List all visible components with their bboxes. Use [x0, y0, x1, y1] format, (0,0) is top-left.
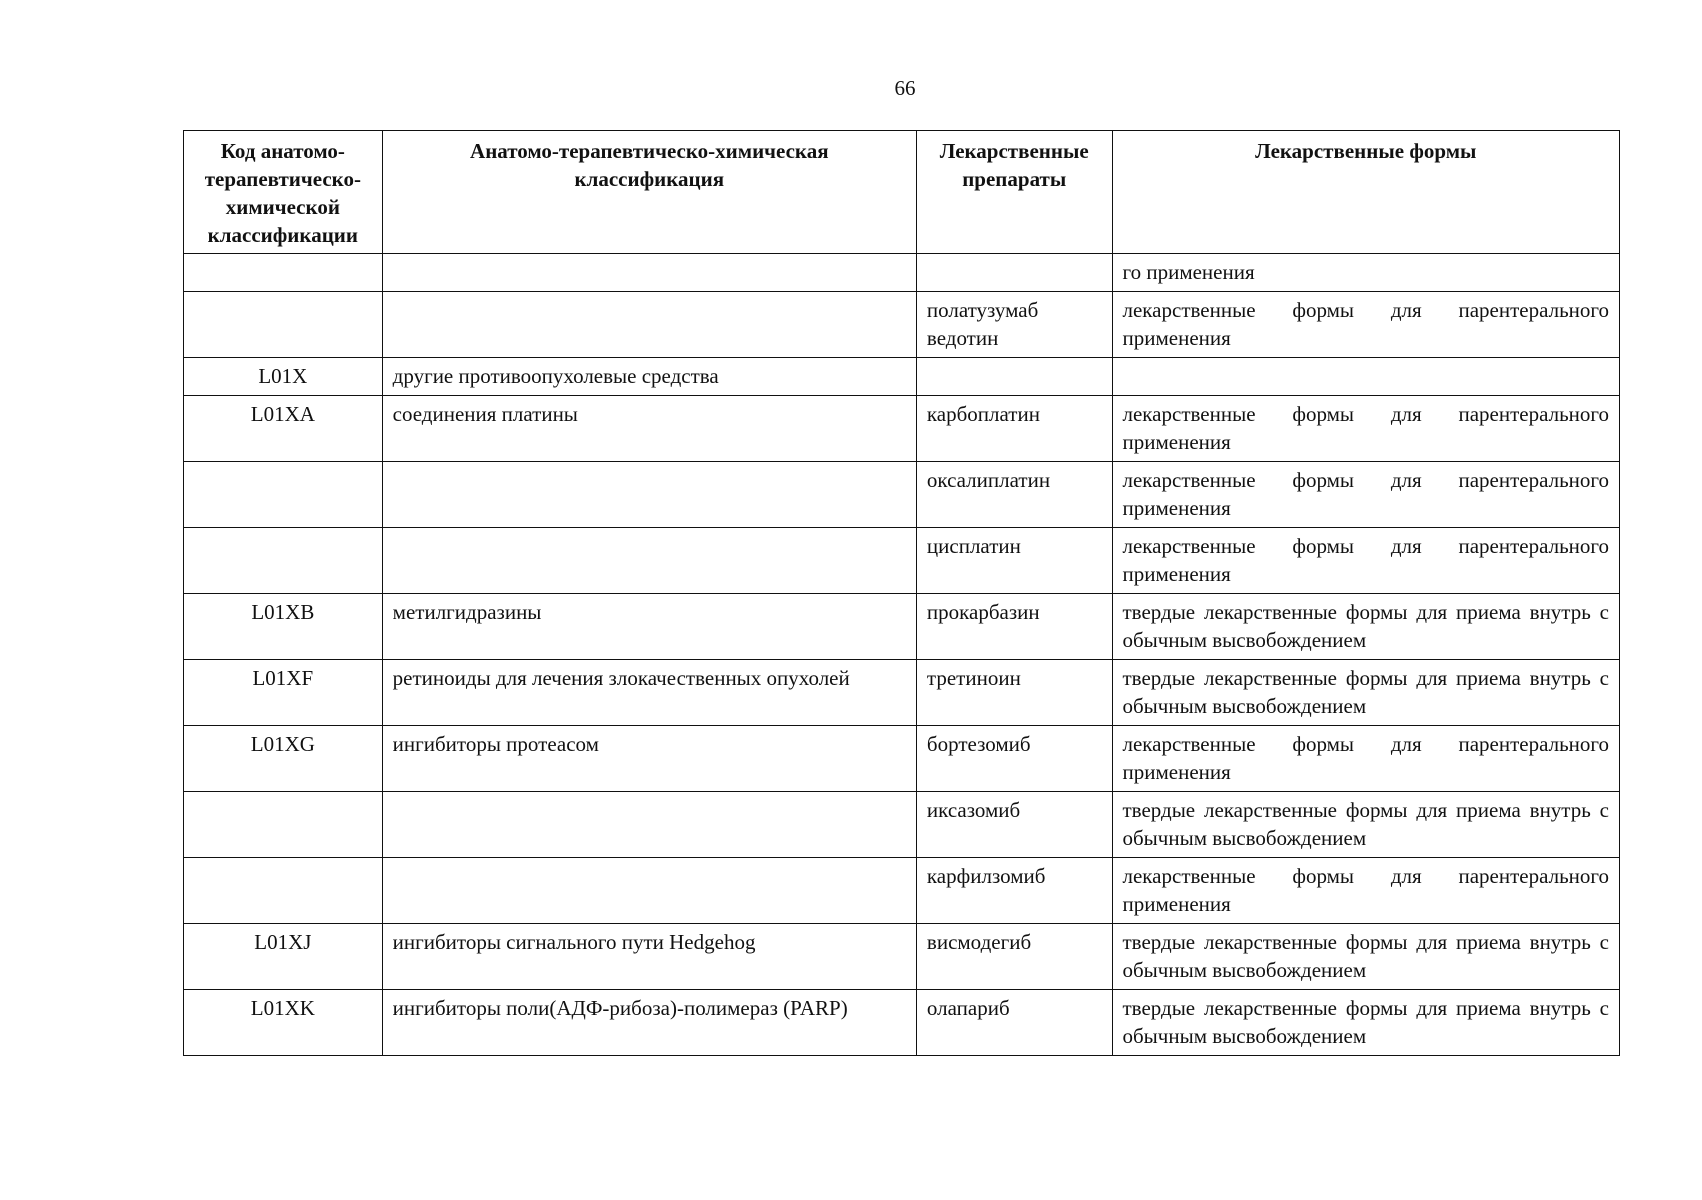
- cell-classification: ингибиторы протеасом: [382, 726, 916, 792]
- page-number: 66: [894, 76, 916, 100]
- cell-classification: [382, 254, 916, 292]
- cell-classification: метилгидразины: [382, 594, 916, 660]
- cell-code: L01XF: [184, 660, 383, 726]
- cell-code: L01XK: [184, 990, 383, 1056]
- header-form: Лекарственные формы: [1112, 131, 1620, 254]
- table-row: [184, 594, 1620, 660]
- table-row: [184, 726, 1620, 792]
- cell-drug: карфилзомиб: [916, 858, 1112, 924]
- cell-drug: прокарбазин: [916, 594, 1112, 660]
- cell-code: L01XA: [184, 396, 383, 462]
- cell-drug: бортезомиб: [916, 726, 1112, 792]
- cell-code: [184, 792, 383, 858]
- cell-drug: третиноин: [916, 660, 1112, 726]
- cell-classification: соединения платины: [382, 396, 916, 462]
- cell-form: твердые лекарственные формы для приема внутрь с обычным высвобождением: [1112, 924, 1620, 990]
- cell-form: го применения: [1112, 254, 1620, 292]
- cell-code: L01XG: [184, 726, 383, 792]
- cell-code: [184, 528, 383, 594]
- table-row: [184, 528, 1620, 594]
- cell-form: твердые лекарственные формы для приема внутрь с обычным высвобождением: [1112, 594, 1620, 660]
- cell-classification: ингибиторы поли(АДФ-рибоза)-полимераз (PARP): [382, 990, 916, 1056]
- cell-form: твердые лекарственные формы для приема внутрь с обычным высвобождением: [1112, 792, 1620, 858]
- cell-classification: ингибиторы сигнального пути Hedgehog: [382, 924, 916, 990]
- table-row: [184, 924, 1620, 990]
- cell-form: [1112, 358, 1620, 396]
- cell-classification: ретиноиды для лечения злокачественных опухолей: [382, 660, 916, 726]
- cell-code: [184, 292, 383, 358]
- cell-form: лекарственные формы для парентерального применения: [1112, 858, 1620, 924]
- cell-form: лекарственные формы для парентерального применения: [1112, 292, 1620, 358]
- cell-drug: [916, 358, 1112, 396]
- table-row: [184, 358, 1620, 396]
- cell-drug: полатузумаб ведотин: [916, 292, 1112, 358]
- table-row: [184, 792, 1620, 858]
- cell-classification: другие противоопухолевые средства: [382, 358, 916, 396]
- cell-classification: [382, 292, 916, 358]
- cell-drug: иксазомиб: [916, 792, 1112, 858]
- table-row: [184, 990, 1620, 1056]
- cell-classification: [382, 858, 916, 924]
- cell-classification: [382, 462, 916, 528]
- table-row: [184, 462, 1620, 528]
- cell-classification: [382, 528, 916, 594]
- cell-code: L01X: [184, 358, 383, 396]
- table-row: [184, 858, 1620, 924]
- header-classification: Анатомо-терапевтическо-химическая классификация: [382, 131, 916, 254]
- cell-drug: карбоплатин: [916, 396, 1112, 462]
- cell-form: лекарственные формы для парентерального применения: [1112, 462, 1620, 528]
- header-drug: Лекарственные препараты: [916, 131, 1112, 254]
- cell-drug: олапариб: [916, 990, 1112, 1056]
- cell-form: лекарственные формы для парентерального применения: [1112, 726, 1620, 792]
- cell-drug: висмодегиб: [916, 924, 1112, 990]
- table-row: [184, 292, 1620, 358]
- table-row: [184, 660, 1620, 726]
- table-row: [184, 254, 1620, 292]
- cell-code: L01XJ: [184, 924, 383, 990]
- table-row: [184, 396, 1620, 462]
- header-code: Код анатомо-терапевтическо-химической классификации: [184, 131, 383, 254]
- table-header-row: [184, 131, 1620, 254]
- cell-drug: [916, 254, 1112, 292]
- cell-form: лекарственные формы для парентерального применения: [1112, 396, 1620, 462]
- cell-form: твердые лекарственные формы для приема внутрь с обычным высвобождением: [1112, 990, 1620, 1056]
- cell-drug: цисплатин: [916, 528, 1112, 594]
- cell-classification: [382, 792, 916, 858]
- cell-drug: оксалиплатин: [916, 462, 1112, 528]
- cell-form: лекарственные формы для парентерального применения: [1112, 528, 1620, 594]
- cell-code: [184, 462, 383, 528]
- cell-code: [184, 858, 383, 924]
- cell-code: L01XB: [184, 594, 383, 660]
- cell-code: [184, 254, 383, 292]
- cell-form: твердые лекарственные формы для приема внутрь с обычным высвобождением: [1112, 660, 1620, 726]
- atc-table: [183, 130, 1620, 1056]
